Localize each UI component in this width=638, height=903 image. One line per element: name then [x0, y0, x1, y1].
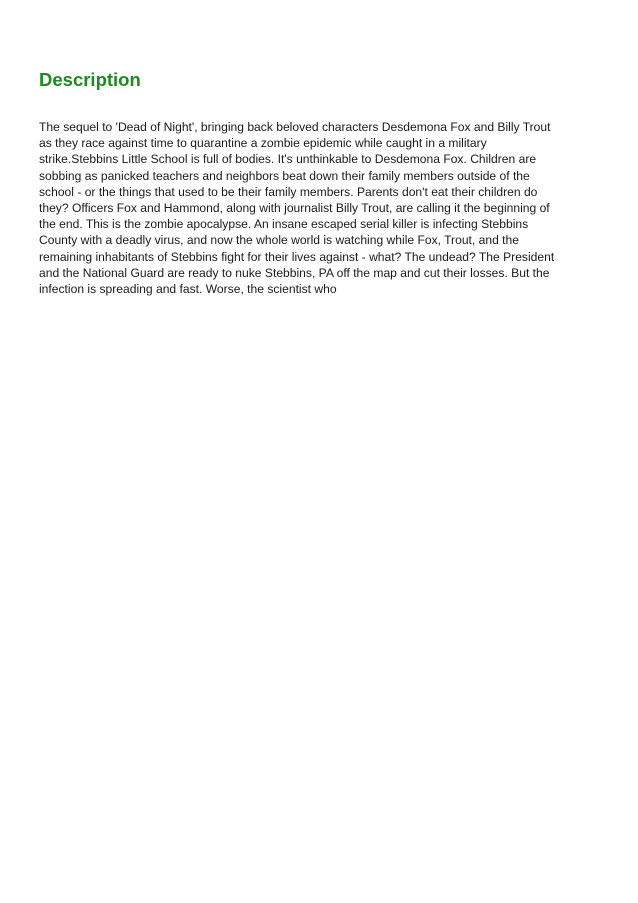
paragraph-line: County with a deadly virus, and now the whole world is watching while Fox, Trout, and the — [39, 233, 519, 248]
paragraph-line: the end. This is the zombie apocalypse. An insane escaped serial killer is infecting Stebbins — [39, 217, 529, 232]
paragraph-line: as they race against time to quarantine a zombie epidemic while caught in a military — [39, 136, 487, 151]
paragraph-line: infection is spreading and fast. Worse, the scientist who — [39, 282, 337, 297]
paragraph-line: strike.Stebbins Little School is full of bodies. It's unthinkable to Desdemona Fox. Children are — [39, 152, 537, 167]
section-heading: Description — [39, 69, 141, 90]
paragraph-line: school - or the things that used to be their family members. Parents don't eat their children do — [39, 184, 538, 199]
paragraph-line: The sequel to 'Dead of Night', bringing back beloved characters Desdemona Fox and Billy Trout — [39, 120, 551, 134]
paragraph-line: sobbing as panicked teachers and neighbors beat down their family members outside of the — [39, 168, 530, 183]
description-paragraph — [39, 119, 605, 297]
paragraph-line: and the National Guard are ready to nuke Stebbins, PA off the map and cut their losses. But the — [39, 265, 550, 280]
paragraph-line: remaining inhabitants of Stebbins fight for their lives against - what? The undead? The President — [39, 249, 555, 264]
paragraph-line: they? Officers Fox and Hammond, along with journalist Billy Trout, are calling it the beginning of — [39, 201, 550, 216]
